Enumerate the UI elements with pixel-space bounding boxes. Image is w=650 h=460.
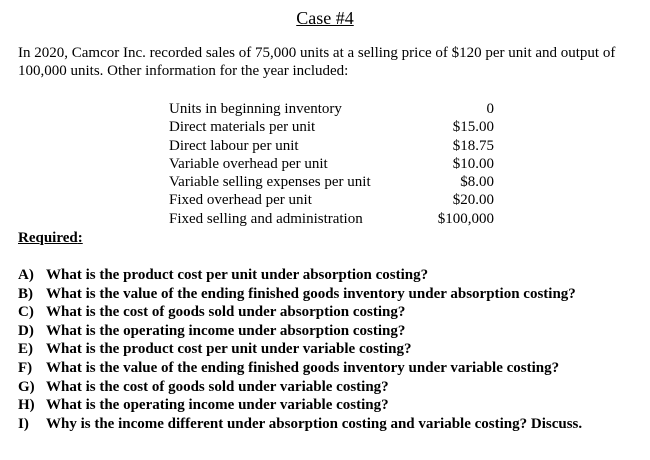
- question-item: [18, 266, 582, 285]
- info-row: [169, 155, 494, 173]
- info-row: [169, 210, 494, 228]
- info-label: Direct labour per unit: [169, 137, 299, 154]
- required-colon: :: [77, 230, 83, 246]
- question-letter: F): [18, 359, 33, 376]
- question-text: What is the value of the ending finished goods inventory under absorption costing?: [46, 285, 576, 302]
- question-item: [18, 359, 582, 378]
- info-row: [169, 173, 494, 191]
- info-value: $10.00: [452, 155, 494, 172]
- question-text: What is the operating income under absorption costing?: [46, 322, 406, 339]
- question-letter: G): [18, 378, 35, 395]
- required-heading: [18, 230, 83, 247]
- question-text: What is the cost of goods sold under variable costing?: [46, 378, 389, 395]
- info-value: $8.00: [460, 174, 494, 191]
- question-text: What is the cost of goods sold under absorption costing?: [46, 304, 406, 321]
- question-text: What is the product cost per unit under absorption costing?: [46, 267, 429, 283]
- info-row: [169, 137, 494, 155]
- info-value: $20.00: [452, 192, 494, 209]
- question-letter: C): [18, 304, 34, 321]
- info-label: Direct materials per unit: [169, 119, 316, 136]
- question-item: [18, 322, 582, 341]
- question-item: [18, 303, 582, 322]
- question-letter: A): [18, 267, 34, 283]
- info-value: $18.75: [452, 137, 494, 154]
- question-item: [18, 415, 582, 434]
- question-item: [18, 285, 582, 304]
- info-label: Fixed selling and administration: [169, 210, 363, 227]
- question-letter: I): [18, 415, 29, 432]
- info-table: [169, 100, 494, 228]
- question-letter: D): [18, 322, 34, 339]
- question-item: [18, 340, 582, 359]
- question-text: What is the operating income under variable costing?: [46, 397, 389, 414]
- required-label: Required: [18, 230, 78, 246]
- info-label: Variable overhead per unit: [169, 155, 328, 172]
- question-item: [18, 396, 582, 415]
- info-label: Variable selling expenses per unit: [169, 174, 371, 191]
- question-letter: E): [18, 341, 33, 358]
- info-row: [169, 191, 494, 209]
- info-row: [169, 100, 494, 118]
- intro-paragraph: In 2020, Camcor Inc. recorded sales of 75,000 units at a selling price of $120 per unit and output of 100,000 units. Other information for the year included:: [18, 45, 616, 79]
- info-label: Units in beginning inventory: [169, 101, 342, 117]
- info-label: Fixed overhead per unit: [169, 192, 312, 209]
- info-value: $100,000: [437, 210, 494, 227]
- question-text: What is the value of the ending finished goods inventory under variable costing?: [46, 359, 560, 376]
- info-value: 0: [486, 101, 494, 117]
- question-text: What is the product cost per unit under variable costing?: [46, 341, 412, 358]
- page-title: Case #4: [296, 8, 354, 28]
- info-row: [169, 118, 494, 136]
- question-letter: B): [18, 285, 33, 302]
- question-item: [18, 378, 582, 397]
- question-text: Why is the income different under absorption costing and variable costing? Discuss.: [46, 415, 583, 432]
- question-list: [18, 266, 582, 433]
- info-value: $15.00: [452, 119, 494, 136]
- question-letter: H): [18, 397, 35, 414]
